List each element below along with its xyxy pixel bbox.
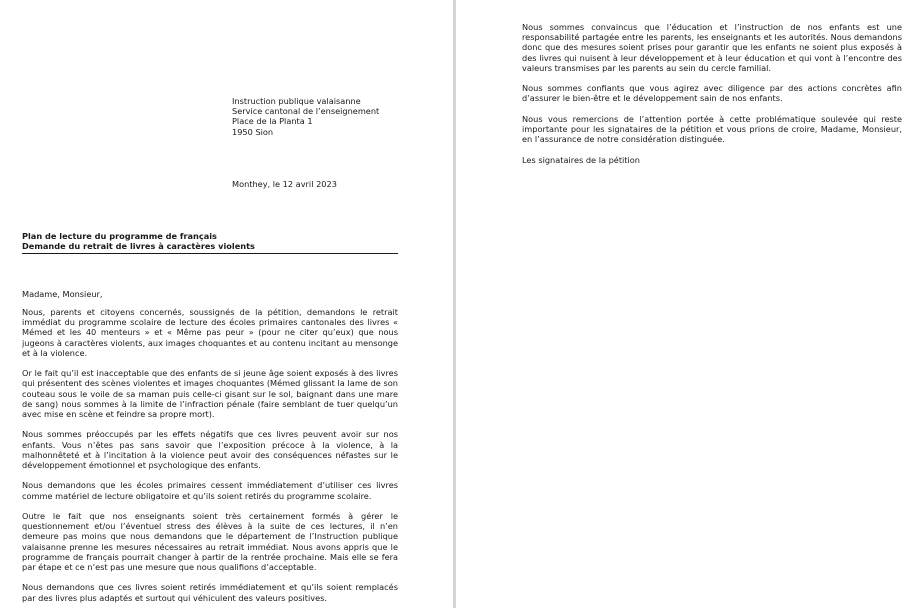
body-paragraph: Nous sommes préoccupés par les effets négatifs que ces livres peuvent avoir sur nos enfants. Vous n’êtes pas sans savoir que l’exposition précoce à la violence, à la malhonnêteté et à l’incitation à la violence peut avoir des conséquences néfastes sur le développement émotionnel et psychologique des enfants. <box>22 429 398 471</box>
body-paragraph: Nous demandons que les écoles primaires cessent immédiatement d’utiliser ces livres comme matériel de lecture obligatoire et qu’ils soient retirés du programme scolaire. <box>22 480 398 501</box>
recipient-address <box>232 96 379 137</box>
address-line: Place de la Planta 1 <box>232 116 313 127</box>
subject-line: Demande du retrait de livres à caractères violents <box>22 241 255 252</box>
signature: Les signataires de la pétition <box>522 154 640 165</box>
body-paragraph: Nous sommes convaincus que l’éducation et l’instruction de nos enfants est une responsabilité partagée entre les parents, les enseignants et les autorités. Nous demandons donc que des mesures soient prises pour garantir que les enfants ne soient plus exposés à des livres qui nuisent à leur développement et à leur éducation et qui vont à l’encontre des valeurs transmises par les parents au sein du cercle familial. <box>522 22 902 73</box>
letter-page-1 <box>0 0 453 608</box>
letter-body-continued <box>522 22 902 165</box>
body-paragraph: Nous vous remercions de l’attention portée à cette problématique soulevée qui reste importante pour les signataires de la pétition et vous prions de croire, Madame, Monsieur, en l’assurance de notre considération distinguée. <box>522 113 902 145</box>
body-paragraph: Or le fait qu’il est inacceptable que des enfants de si jeune âge soient exposés à des livres qui présentent des scènes violentes et images choquantes (Mémed glissant la lame de son couteau sous le voile de sa maman puis celle-ci gisant sur le sol, baignant dans une mare de sang) nous sommes à la limite de l’infraction pénale (faire semblant de tuer quelqu’un avec mise en scène et feindre sa propre mort). <box>22 368 398 420</box>
address-line: 1950 Sion <box>232 126 274 137</box>
body-paragraph: Nous demandons que ces livres soient retirés immédiatement et qu’ils soient remplacés par des livres plus adaptés et surtout qui véhiculent des valeurs positives. <box>22 582 398 603</box>
letter-date: Monthey, le 12 avril 2023 <box>232 179 337 189</box>
letter-page-2 <box>456 0 920 608</box>
body-paragraph: Nous sommes confiants que vous agirez avec diligence par des actions concrètes afin d’assurer le bien-être et le développement sain de nos enfants. <box>522 83 902 104</box>
address-line: Service cantonal de l’enseignement <box>232 106 380 117</box>
letter-subject <box>22 231 398 254</box>
letter-body <box>22 307 398 608</box>
address-line: Instruction publique valaisanne <box>232 96 361 106</box>
body-paragraph: Nous, parents et citoyens concernés, soussignés de la pétition, demandons le retrait immédiat du programme scolaire de lecture des écoles primaires cantonales des livres « Mémed et les 40 menteurs » et « Même pas peur » (pour ne citer qu’eux) que nous jugeons à caractères violents, aux images choquantes et au contenu incitant au mensonge et à la violence. <box>22 307 398 358</box>
body-paragraph: Outre le fait que nos enseignants soient très certainement formés à gérer le questionnement et/ou l’éventuel stress des élèves à la suite de ces lectures, il n’en demeure pas moins que nous demandons que le département de l’Instruction publique valaisanne prenne les mesures nécessaires au retrait immédiat. Nous avons appris que le programme de français pourrait changer à partir de la rentrée prochaine. Mais elle se fera par étape et ce n’est pas une mesure que nous qualifions d’acceptable. <box>22 511 398 573</box>
salutation: Madame, Monsieur, <box>22 289 103 299</box>
subject-line: Plan de lecture du programme de français <box>22 231 217 241</box>
